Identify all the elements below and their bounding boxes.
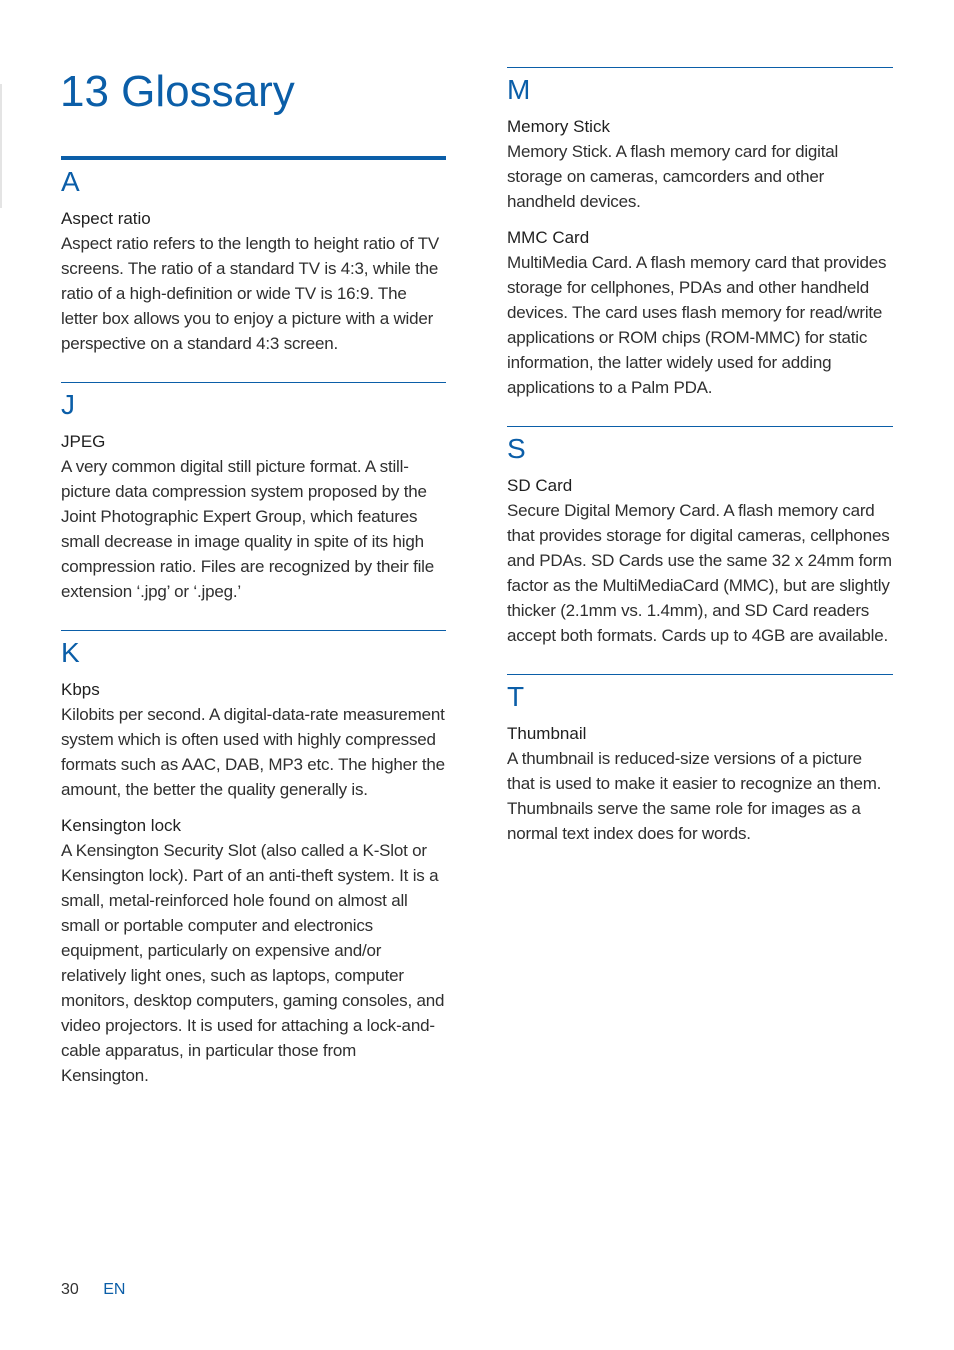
glossary-section-m: [507, 67, 893, 400]
glossary-term: SD Card: [507, 476, 573, 495]
section-letter: K: [61, 637, 80, 668]
glossary-term: Memory Stick: [507, 117, 610, 136]
glossary-entry: [507, 721, 893, 846]
glossary-definition: Aspect ratio refers to the length to height ratio of TV screens. The ratio of a standard TV is 4:3, while the ratio of a high-definition or wide TV is 16:9. The letter box allows you to enjoy a picture with a wider perspective on a standard 4:3 screen.: [61, 234, 440, 353]
glossary-definition: MultiMedia Card. A flash memory card that provides storage for cellphones, PDAs and other handheld devices. The card uses flash memory for read/write applications or ROM chips (ROM-MMC) for static information, the latter widely used for adding applications to a Palm PDA.: [507, 253, 887, 397]
glossary-entry: [61, 677, 446, 802]
glossary-entry: [507, 225, 893, 400]
section-letter: M: [507, 74, 531, 105]
margin-marker: [0, 84, 2, 208]
glossary-section-j: [61, 382, 446, 604]
glossary-definition: Memory Stick. A flash memory card for digital storage on cameras, camcorders and other handheld devices.: [507, 142, 839, 211]
glossary-term: Kensington lock: [61, 816, 182, 835]
glossary-definition: Kilobits per second. A digital-data-rate measurement system which is often used with highly compressed formats such as AAC, DAB, MP3 etc. The higher the amount, the better the quality generally is.: [61, 705, 445, 799]
page-title: 13 Glossary: [60, 67, 295, 116]
glossary-term: Kbps: [61, 680, 100, 699]
glossary-section-k: [61, 630, 446, 1088]
glossary-entry: [61, 813, 446, 1088]
glossary-term: Aspect ratio: [61, 209, 151, 228]
glossary-definition: A Kensington Security Slot (also called a K-Slot or Kensington lock). Part of an anti-theft system. It is a small, metal-reinforced hole found on almost all small or portable computer and electronics equipment, particularly on expensive and/or relatively light ones, such as laptops, computer monitors, desktop computers, gaming consoles, and video projectors. It is used for attaching a lock-and-cable apparatus, in particular those from Kensington.: [61, 841, 445, 1085]
glossary-section-t: [507, 674, 893, 846]
glossary-entry: [507, 114, 893, 214]
glossary-definition: Secure Digital Memory Card. A flash memory card that provides storage for digital cameras, cellphones and PDAs. SD Cards use the same 32 x 24mm form factor as the MultiMediaCard (MMC), but are slightly thicker (2.1mm vs. 1.4mm), and SD Card readers accept both formats. Cards up to 4GB are available.: [507, 501, 892, 645]
glossary-term: JPEG: [61, 432, 106, 451]
glossary-definition: A thumbnail is reduced-size versions of a picture that is used to make it easier to recognize an them. Thumbnails serve the same role for images as a normal text index does for words.: [507, 749, 882, 843]
glossary-definition: A very common digital still picture format. A still-picture data compression system proposed by the Joint Photographic Expert Group, which features small decrease in image quality in spite of its high compression ratio. Files are recognized by their file extension ‘.jpg’ or ‘.jpeg.’: [61, 457, 435, 601]
glossary-section-a: [61, 156, 446, 356]
glossary-term: MMC Card: [507, 228, 590, 247]
section-letter: J: [61, 389, 75, 420]
glossary-column-right: [507, 67, 893, 846]
glossary-column-left: [61, 156, 446, 1088]
glossary-entry: [61, 429, 446, 604]
glossary-section-s: [507, 426, 893, 648]
language-code: EN: [103, 1281, 126, 1298]
glossary-entry: [61, 206, 446, 356]
glossary-term: Thumbnail: [507, 724, 587, 743]
section-letter: T: [507, 681, 525, 712]
page-footer: [61, 1279, 125, 1301]
page-number: 30: [61, 1281, 79, 1298]
section-letter: A: [61, 166, 80, 197]
section-letter: S: [507, 433, 526, 464]
glossary-entry: [507, 473, 893, 648]
